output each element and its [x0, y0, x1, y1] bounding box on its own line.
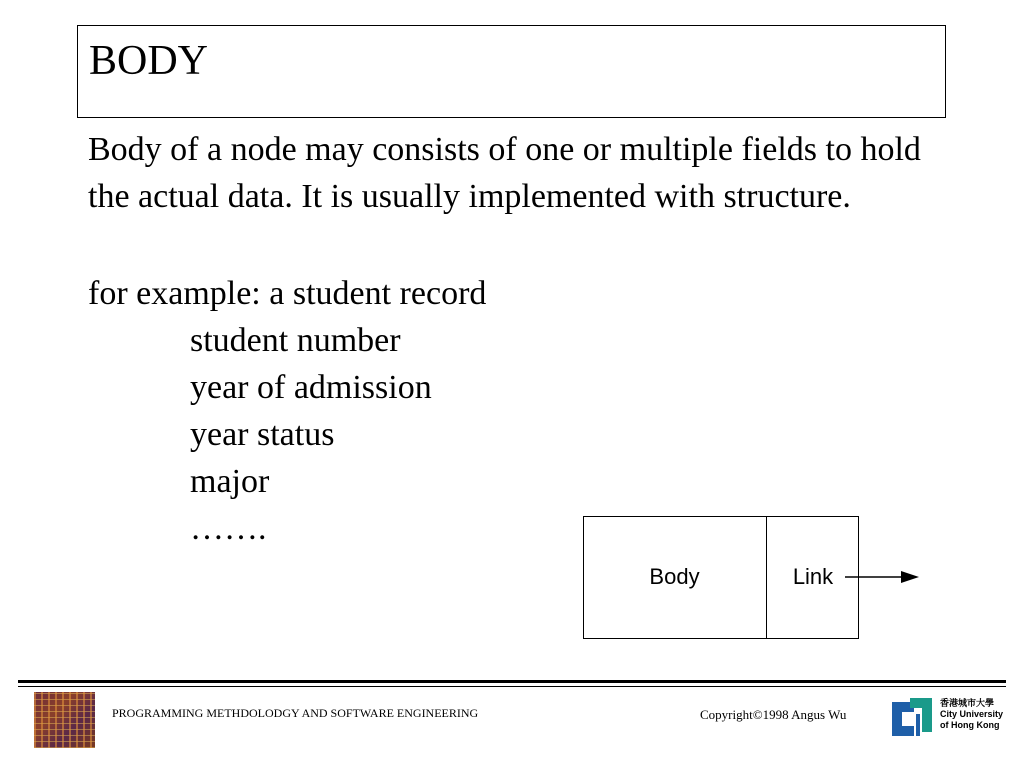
node-body-label: Body [649, 564, 700, 589]
footer-copyright: Copyright©1998 Angus Wu [700, 707, 847, 722]
university-logo [888, 694, 1018, 744]
slide-title: BODY [89, 38, 209, 84]
footer-course-title: PROGRAMMING METHDOLODGY AND SOFTWARE ENGINEERING [112, 706, 479, 720]
logo-english-line2: of Hong Kong [940, 720, 1000, 730]
example-intro: for example: a student record [88, 275, 487, 312]
example-item-student-number: student number [190, 322, 401, 359]
cityu-logo-icon [888, 694, 936, 742]
logo-chinese-name: 香港城市大學 [940, 698, 995, 708]
logo-english-line1: City University [940, 709, 1004, 719]
footer-rule [18, 680, 1006, 683]
node-diagram [583, 516, 923, 640]
footer-rule-thin [18, 686, 1006, 687]
title-box [77, 25, 946, 118]
logo-text [940, 698, 1003, 731]
body-description: Body of a node may consists of one or multiple fields to hold the actual data. It is usually implemented with structure. [88, 131, 921, 215]
example-item-year-of-admission: year of admission [190, 369, 432, 406]
example-item-ellipsis: ……. [190, 510, 267, 547]
slide-content [88, 126, 968, 552]
node-link-label: Link [792, 564, 834, 589]
example-item-year-status: year status [190, 416, 335, 453]
spacer [88, 220, 968, 270]
footer-circuit-image [34, 692, 95, 748]
example-item-major: major [190, 463, 270, 500]
link-arrow-icon [845, 566, 921, 588]
